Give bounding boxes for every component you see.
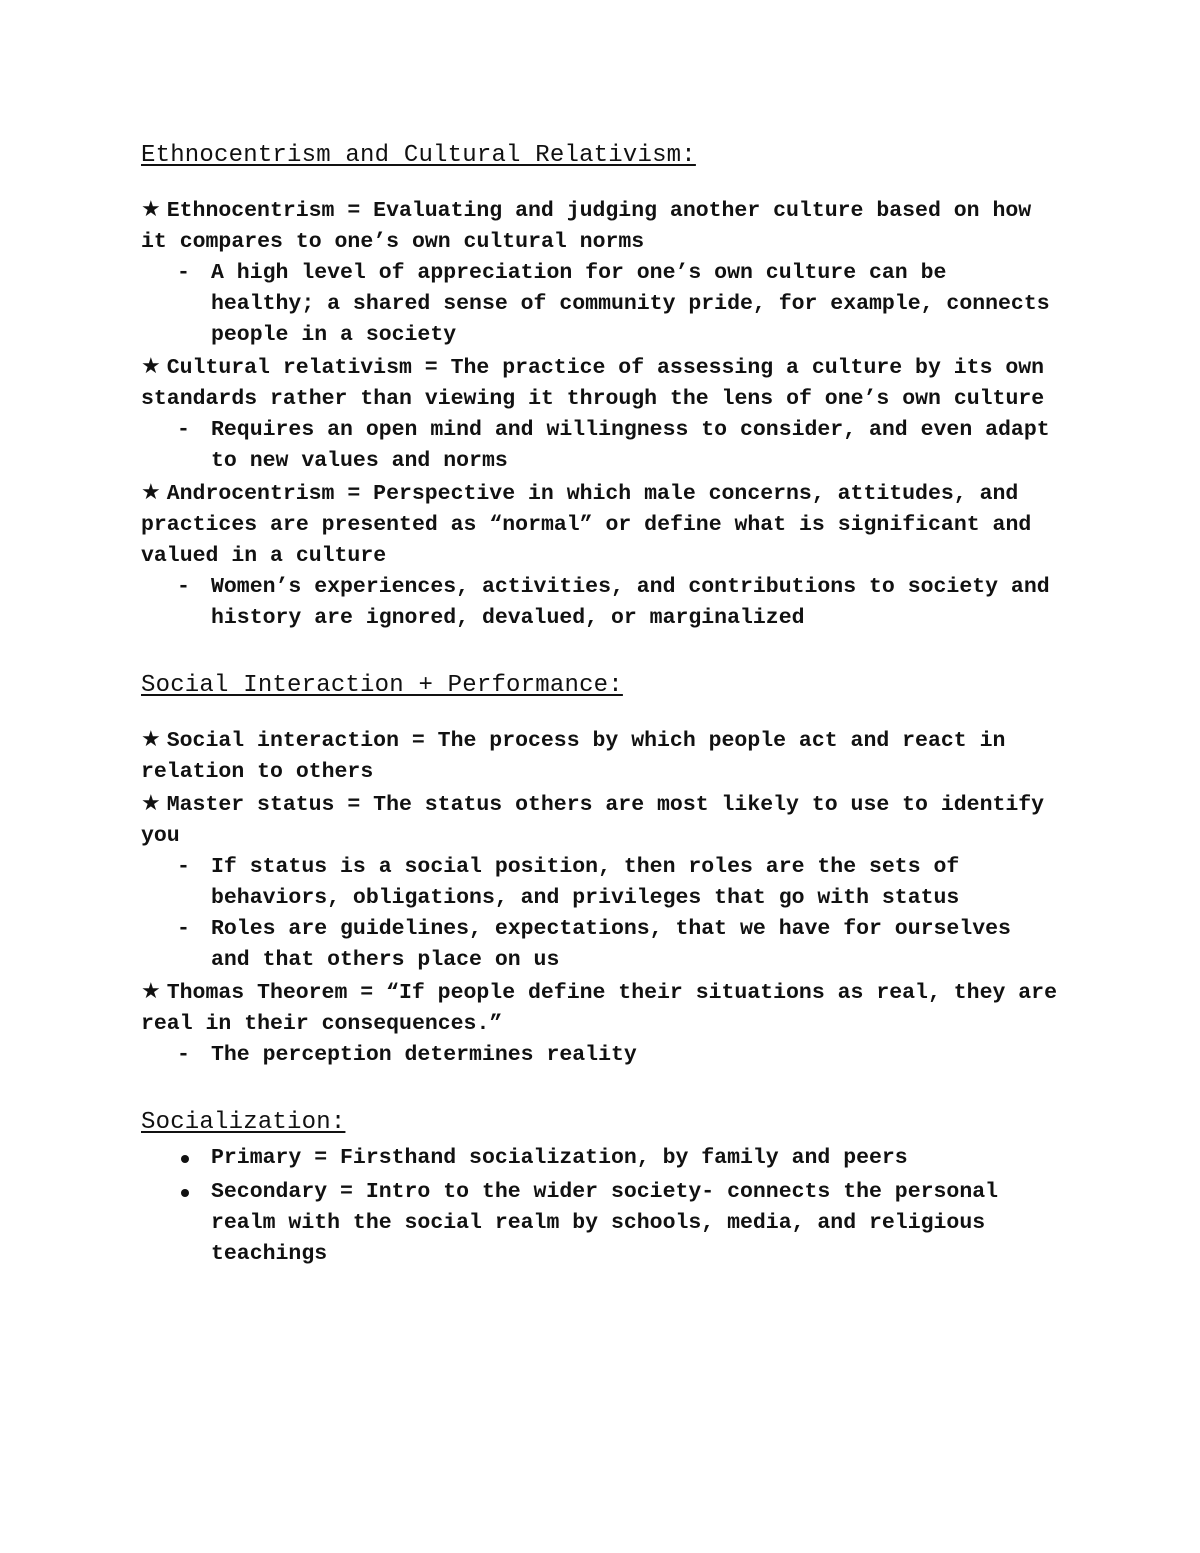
entry-list (141, 194, 1061, 634)
entry-text: Androcentrism = Perspective in which male concerns, attitudes, and practices are presented as “normal” or define what is significant and valued in a culture (141, 482, 1032, 568)
sub-item (141, 1040, 1061, 1071)
term-entry-thomas-theorem (141, 976, 1061, 1040)
bullet-item-secondary (141, 1177, 1061, 1270)
bullet-dot-icon (181, 1189, 189, 1197)
term-entry-social-interaction (141, 724, 1061, 788)
entry-text: Cultural relativism = The practice of assessing a culture by its own standards rather than viewing it through the lens of one’s own culture (141, 356, 1045, 411)
star-icon: ★ (141, 727, 161, 752)
document-page (141, 140, 1061, 1273)
entry-text: Social interaction = The process by which people act and react in relation to others (141, 729, 1006, 784)
section-heading: Socialization: (141, 1109, 346, 1136)
sub-item (141, 415, 1061, 477)
sub-item-text: Roles are guidelines, expectations, that we have for ourselves and that others place on us (211, 917, 1011, 972)
term-entry-androcentrism (141, 477, 1061, 572)
sub-list (141, 572, 1061, 634)
bullet-dot-icon (181, 1155, 189, 1163)
sub-item-text: The perception determines reality (211, 1043, 637, 1067)
section-ethnocentrism (141, 140, 1061, 634)
sub-item (141, 852, 1061, 914)
entry-text: Master status = The status others are most likely to use to identify you (141, 793, 1045, 848)
sub-list (141, 415, 1061, 477)
sub-item (141, 258, 1061, 351)
sub-list (141, 258, 1061, 351)
dash-marker: - (177, 1043, 190, 1067)
term-entry-ethnocentrism (141, 194, 1061, 258)
star-icon: ★ (141, 197, 161, 222)
star-icon: ★ (141, 979, 161, 1004)
section-social-interaction (141, 670, 1061, 1071)
sub-item (141, 572, 1061, 634)
entry-list (141, 724, 1061, 1071)
sub-item-text: Requires an open mind and willingness to consider, and even adapt to new values and norms (211, 418, 1050, 473)
dash-marker: - (177, 855, 190, 879)
star-icon: ★ (141, 791, 161, 816)
entry-list (141, 1143, 1061, 1270)
bullet-item-text: Primary = Firsthand socialization, by family and peers (211, 1146, 908, 1170)
dash-marker: - (177, 575, 190, 599)
section-heading: Ethnocentrism and Cultural Relativism: (141, 142, 696, 169)
dash-marker: - (177, 261, 190, 285)
entry-text: Thomas Theorem = “If people define their situations as real, they are real in their consequences.” (141, 981, 1057, 1036)
sub-item (141, 914, 1061, 976)
section-heading: Social Interaction + Performance: (141, 672, 623, 699)
dash-marker: - (177, 418, 190, 442)
dash-marker: - (177, 917, 190, 941)
sub-item-text: Women’s experiences, activities, and contributions to society and history are ignored, devalued, or marginalized (211, 575, 1050, 630)
sub-item-text: If status is a social position, then roles are the sets of behaviors, obligations, and privileges that go with status (211, 855, 960, 910)
sub-list (141, 852, 1061, 976)
bullet-list (141, 1143, 1061, 1270)
star-icon: ★ (141, 354, 161, 379)
entry-text: Ethnocentrism = Evaluating and judging another culture based on how it compares to one’s own cultural norms (141, 199, 1032, 254)
star-icon: ★ (141, 480, 161, 505)
term-entry-cultural-relativism (141, 351, 1061, 415)
sub-list (141, 1040, 1061, 1071)
sub-item-text: A high level of appreciation for one’s own culture can be healthy; a shared sense of community pride, for example, connects people in a society (211, 261, 1050, 347)
section-socialization (141, 1107, 1061, 1270)
bullet-item-primary (141, 1143, 1061, 1174)
bullet-item-text: Secondary = Intro to the wider society- connects the personal realm with the social realm by schools, media, and religious teachings (211, 1180, 999, 1266)
term-entry-master-status (141, 788, 1061, 852)
